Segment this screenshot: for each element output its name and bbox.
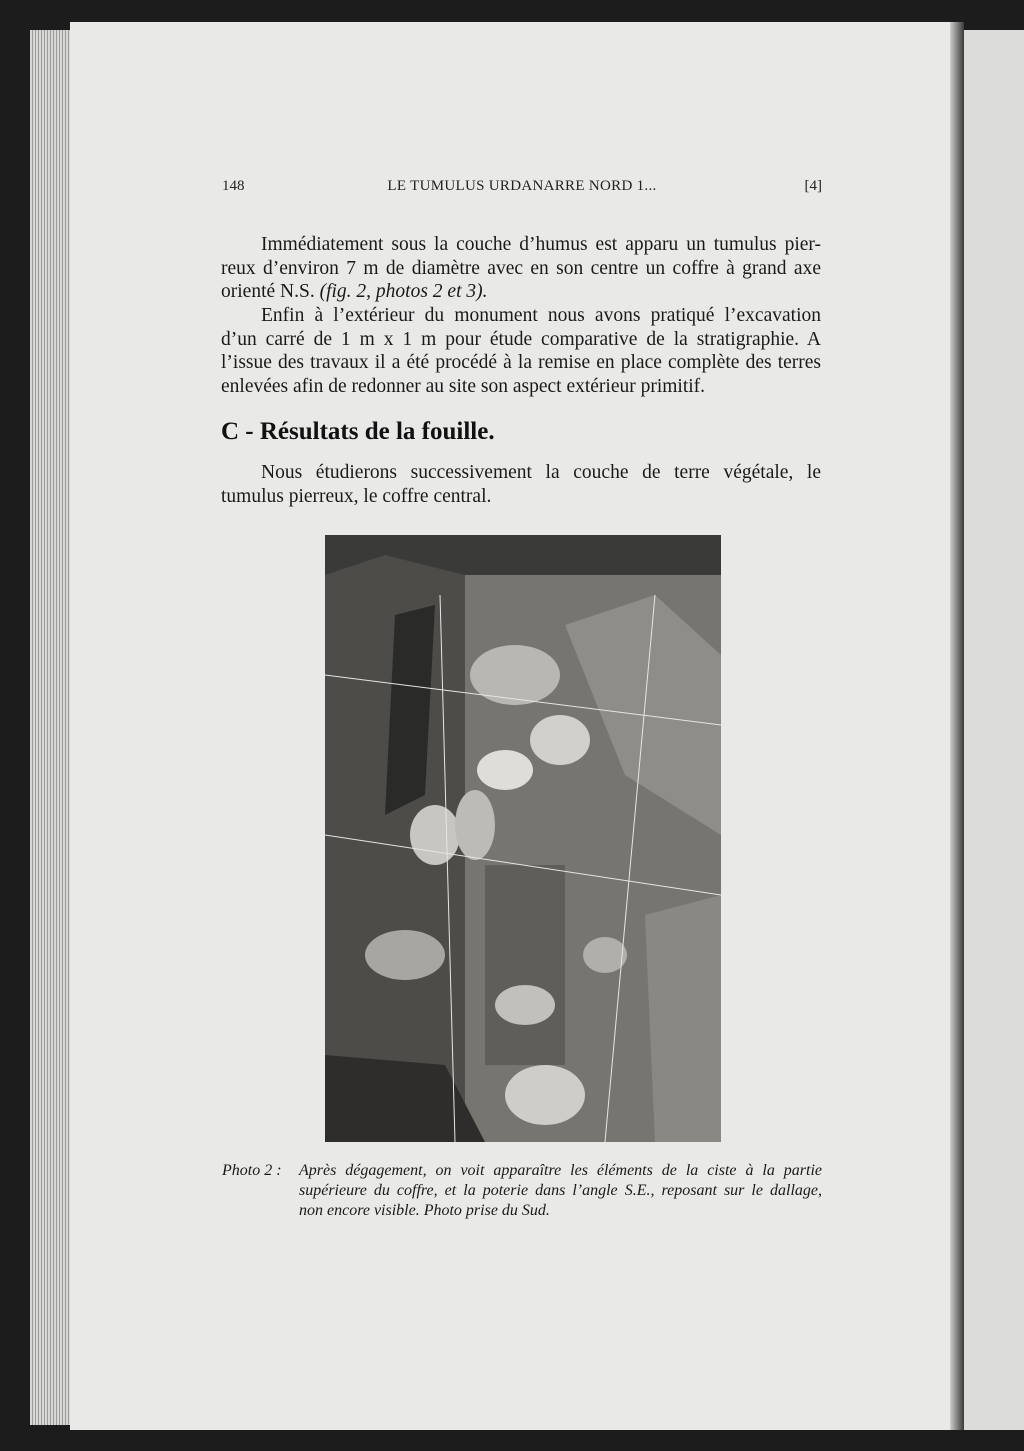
text-line: d’un carré de 1 m x 1 m pour étude comparative de la stratigraphie. A: [221, 328, 821, 350]
text-line: reux d’environ 7 m de diamètre avec en son centre un coffre à grand axe: [221, 257, 821, 279]
text-line: Enfin à l’extérieur du monument nous avons pratiqué l’excavation: [261, 305, 821, 326]
text-line: l’issue des travaux il a été procédé à la remise en place complète des terres: [221, 352, 821, 374]
next-page-edge: [964, 30, 1024, 1430]
section-ref: [4]: [804, 178, 822, 194]
book-gutter: [950, 22, 964, 1430]
running-title: LE TUMULUS URDANARRE NORD 1...: [387, 178, 657, 194]
photo-illustration: [325, 535, 721, 1142]
running-header: [222, 178, 822, 195]
section-heading: C - Résultats de la fouille.: [221, 418, 495, 445]
caption-line: non encore visible. Photo prise du Sud.: [299, 1202, 550, 1219]
text-line: tumulus pierreux, le coffre central.: [221, 485, 492, 507]
figure-reference: (fig. 2, photos 2 et 3).: [319, 281, 488, 303]
caption-line: Après dégagement, on voit apparaître les éléments de la ciste à la partie: [299, 1162, 822, 1179]
photo-caption: [222, 1161, 822, 1221]
excavation-photo: [325, 535, 721, 1142]
text-line: enlevées afin de redonner au site son aspect extérieur primitif.: [221, 375, 706, 397]
text-span: orienté N.S.: [221, 281, 320, 303]
paragraph-1: [221, 233, 821, 304]
paragraph-3: [221, 461, 821, 508]
text-line: [221, 280, 821, 304]
paragraph-2: [221, 304, 821, 398]
text-line: Immédiatement sous la couche d’humus est apparu un tumulus pier-: [261, 234, 821, 255]
text-line: Nous étudierons successivement la couche de terre végétale, le: [261, 462, 821, 483]
page-number: 148: [222, 178, 245, 194]
caption-label: Photo 2 :: [222, 1162, 282, 1179]
caption-line: supérieure du coffre, et la poterie dans l’angle S.E., reposant sur le dallage,: [299, 1182, 822, 1199]
